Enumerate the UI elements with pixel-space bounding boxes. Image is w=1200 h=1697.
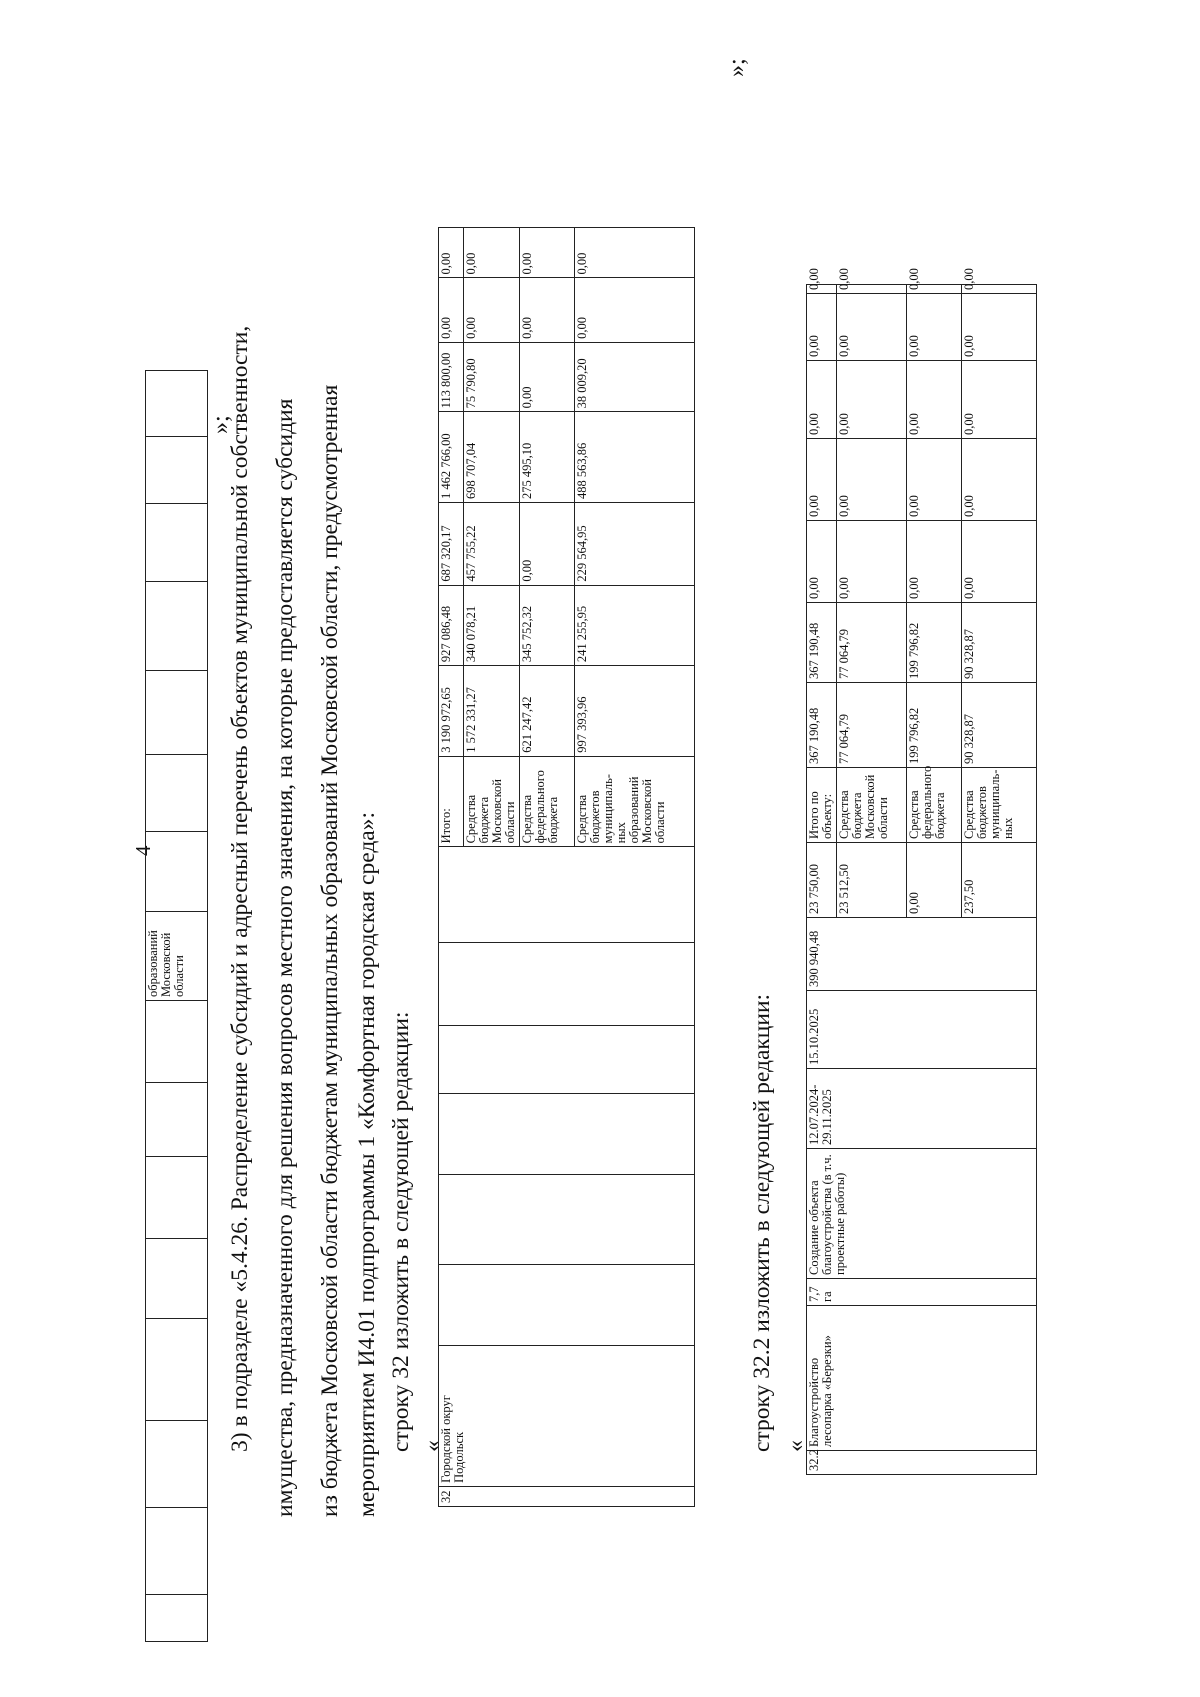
value-cell: 0,00 (907, 521, 962, 603)
value-cell: 1 462 766,00 (439, 412, 464, 503)
closing-quote-32: »; (724, 58, 750, 77)
value-cell: 621 247,42 (519, 666, 574, 757)
row-32-2-table (806, 268, 1037, 1475)
value-cell: 199 796,82 (907, 683, 962, 768)
financed-value: 237,50 (962, 843, 1037, 918)
value-cell: 927 086,48 (439, 585, 464, 666)
cell (146, 504, 208, 582)
value-cell: 77 064,79 (837, 683, 907, 768)
value-cell: 488 563,86 (574, 412, 694, 503)
paragraph-line-2: имущества, предназначенного для решения вопросов местного значения, на которые предоставляется субсидия (272, 398, 298, 1517)
value-cell: 0,00 (962, 294, 1037, 361)
value-cell: 0,00 (439, 228, 464, 278)
source-label: Средства бюджетов муниципаль-ных (962, 768, 1037, 843)
value-cell: 0,00 (837, 294, 907, 361)
page-number: 4 (131, 845, 155, 856)
cell (146, 1421, 208, 1508)
top-table (145, 370, 208, 1642)
cell (439, 1265, 695, 1346)
cell (146, 755, 208, 832)
value-cell: 3 190 972,65 (439, 666, 464, 757)
closing-quote-top: »; (208, 415, 234, 434)
financed-value: 0,00 (907, 843, 962, 918)
object-cost: 390 940,48 (807, 918, 1037, 991)
value-cell: 687 320,17 (439, 503, 464, 586)
cell (146, 371, 208, 437)
value-cell: 0,00 (464, 278, 520, 342)
value-cell: 0,00 (519, 503, 574, 586)
row-number: 32 (439, 1486, 695, 1506)
value-cell: 698 707,04 (464, 412, 520, 503)
value-cell: 0,00 (519, 278, 574, 342)
value-cell: 0,00 (807, 294, 837, 361)
source-label: Итого: (439, 756, 464, 847)
source-label: Средства федерального бюджета (907, 768, 962, 843)
work-type: Создание объекта благоустройства (в т.ч. проектные работы) (807, 1149, 1037, 1279)
value-cell: 997 393,96 (574, 666, 694, 757)
value-cell: 0,00 (907, 294, 962, 361)
value-cell: 0,00 (574, 278, 694, 342)
value-cell: 0,00 (807, 361, 837, 439)
value-cell: 0,00 (439, 278, 464, 342)
value-cell: 0,00 (519, 228, 574, 278)
value-cell: 0,00 (807, 521, 837, 603)
value-cell: 0,00 (962, 285, 1037, 294)
paragraph-line-5: строку 32 изложить в следующей редакции: (388, 1011, 414, 1452)
value-cell: 0,00 (519, 342, 574, 411)
value-cell: 0,00 (574, 228, 694, 278)
value-cell: 340 078,21 (464, 585, 520, 666)
source-label: Средства федерального бюджета (519, 756, 574, 847)
source-label: Средства бюджетов муниципаль-ных образований Московской области (574, 756, 694, 847)
cell (146, 582, 208, 671)
value-cell: 275 495,10 (519, 412, 574, 503)
cell (439, 847, 695, 943)
value-cell: 0,00 (962, 521, 1037, 603)
row-number: 32.2 (807, 1451, 1037, 1475)
cell (146, 832, 208, 912)
value-cell: 90 328,87 (962, 603, 1037, 683)
cell (439, 943, 695, 1026)
paragraph-2: строку 32.2 изложить в следующей редакции: (749, 993, 775, 1452)
value-cell: 0,00 (837, 439, 907, 521)
row-32-table (438, 227, 695, 1507)
opening-date: 15.10.2025 (807, 991, 1037, 1069)
paragraph-line-1: 3) в подразделе «5.4.26. Распределение субсидий и адресный перечень объектов муниципальной собственности, (227, 325, 253, 1452)
value-cell: 0,00 (464, 228, 520, 278)
cell (146, 1083, 208, 1157)
continuation-cell: образований Московской области (146, 912, 208, 1001)
value-cell: 113 800,00 (439, 342, 464, 411)
value-cell: 0,00 (837, 521, 907, 603)
cell (439, 1094, 695, 1175)
open-quote-2: « (783, 1440, 809, 1452)
value-cell: 90 328,87 (962, 683, 1037, 768)
cell (439, 1025, 695, 1093)
value-cell: 0,00 (907, 361, 962, 439)
source-label: Средства бюджета Московской области (464, 756, 520, 847)
value-cell: 457 755,22 (464, 503, 520, 586)
object-name: Благоустройство лесопарка «Березки» (807, 1306, 1037, 1451)
value-cell: 0,00 (807, 285, 837, 294)
cell (146, 1319, 208, 1421)
cell (146, 1157, 208, 1239)
capacity: 7,7 га (807, 1279, 1037, 1306)
source-label: Итого по объекту: (807, 768, 837, 843)
value-cell: 0,00 (962, 439, 1037, 521)
source-label: Средства бюджета Московской области (837, 768, 907, 843)
value-cell: 0,00 (837, 285, 907, 294)
cell (146, 1239, 208, 1319)
value-cell: 77 064,79 (837, 603, 907, 683)
paragraph-line-4: мероприятием И4.01 подпрограммы 1 «Комфортная городская среда»: (354, 812, 380, 1517)
cell (146, 1001, 208, 1083)
cell (146, 437, 208, 504)
municipality-name: Городской округ Подольск (439, 1345, 695, 1486)
value-cell: 0,00 (807, 439, 837, 521)
value-cell: 38 009,20 (574, 342, 694, 411)
cell (439, 1174, 695, 1265)
work-dates: 12.07.2024-29.11.2025 (807, 1069, 1037, 1149)
value-cell: 1 572 331,27 (464, 666, 520, 757)
value-cell: 229 564,95 (574, 503, 694, 586)
value-cell: 0,00 (907, 439, 962, 521)
value-cell: 367 190,48 (807, 603, 837, 683)
financed-value: 23 512,50 (837, 843, 907, 918)
value-cell: 0,00 (962, 361, 1037, 439)
cell (146, 671, 208, 755)
value-cell: 0,00 (837, 361, 907, 439)
value-cell: 75 790,80 (464, 342, 520, 411)
financed-value: 23 750,00 (807, 843, 837, 918)
paragraph-line-3: из бюджета Московской области бюджетам муниципальных образований Московской области, предусмотренная (317, 384, 343, 1517)
cell (146, 1508, 208, 1595)
value-cell: 199 796,82 (907, 603, 962, 683)
value-cell: 367 190,48 (807, 683, 837, 768)
value-cell: 241 255,95 (574, 585, 694, 666)
value-cell: 345 752,32 (519, 585, 574, 666)
open-quote-1: « (420, 1440, 446, 1452)
cell (146, 1595, 208, 1642)
value-cell: 0,00 (907, 285, 962, 294)
